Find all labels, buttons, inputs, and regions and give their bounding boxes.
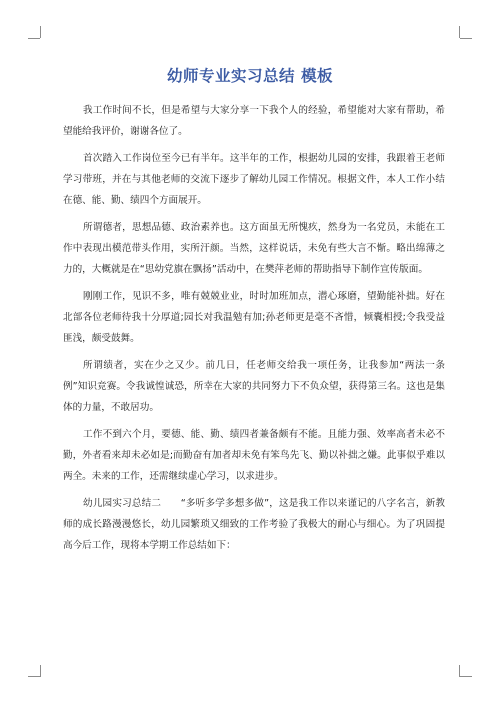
- paragraph: 工作不到六个月，要德、能、勤、绩四者兼备颇有不能。且能力强、效率高者未必不勤，外者看来却未必如是;而勤奋有加者却未免有笨鸟先飞、勤以补拙之嫌。此事似乎难以两全。未来的工作，还需继续虚心学习，以求进步。: [63, 429, 445, 482]
- paragraph: 所谓绩者，实在少之又少。前几日，任老师交给我一项任务，让我参加“两法一条例”知识竞赛。令我诚惶诚恐，所幸在大家的共同努力下不负众望，获得第三名。这也是集体的力量，不敢居功。: [63, 360, 445, 413]
- crop-mark: [459, 26, 460, 38]
- document-body: [63, 100, 445, 562]
- paragraph: 我工作时间不长，但是希望与大家分享一下我个人的经验，希望能对大家有帮助，希望能给我评价，谢谢各位了。: [63, 105, 445, 137]
- paragraph: 首次踏入工作岗位至今已有半年。这半年的工作，根据幼儿园的安排，我跟着王老师学习带班，并在与其他老师的交流下逐步了解幼儿园工作情况。根据文件，本人工作小结在德、能、勤、绩四个方面展开。: [63, 153, 445, 206]
- crop-mark: [28, 676, 40, 677]
- crop-mark: [460, 38, 472, 39]
- crop-mark: [459, 665, 460, 677]
- crop-mark: [40, 665, 41, 677]
- crop-mark: [28, 38, 40, 39]
- crop-mark: [40, 26, 41, 38]
- paragraph: 刚刚工作，见识不多，唯有兢兢业业，时时加班加点，潜心琢磨，望勤能补拙。好在北部各位老师待我十分厚道;园长对我温勉有加;孙老师更是毫不吝惜，倾囊相授;令我受益匪浅，颇受鼓舞。: [63, 291, 445, 344]
- document-title: 幼师专业实习总结 模板: [167, 67, 333, 85]
- paragraph: 幼儿园实习总结二 “多听多学多想多做”，这是我工作以来谨记的八字名言，新教师的成长路漫漫悠长，幼儿园繁琐又细致的工作考验了我极大的耐心与细心。为了巩固提高今后工作，现将本学期工作总结如下：: [63, 498, 445, 551]
- crop-mark: [460, 676, 472, 677]
- paragraph: 所谓德者，思想品德、政治素养也。这方面虽无所愧疚，然身为一名党员，未能在工作中表现出模范带头作用，实所汗颜。当然，这样说话，未免有些大言不惭。略出绵薄之力的，大概就是在“思幼党旗在飘扬”活动中，在樊萍老师的帮助指导下制作宣传版面。: [63, 222, 445, 275]
